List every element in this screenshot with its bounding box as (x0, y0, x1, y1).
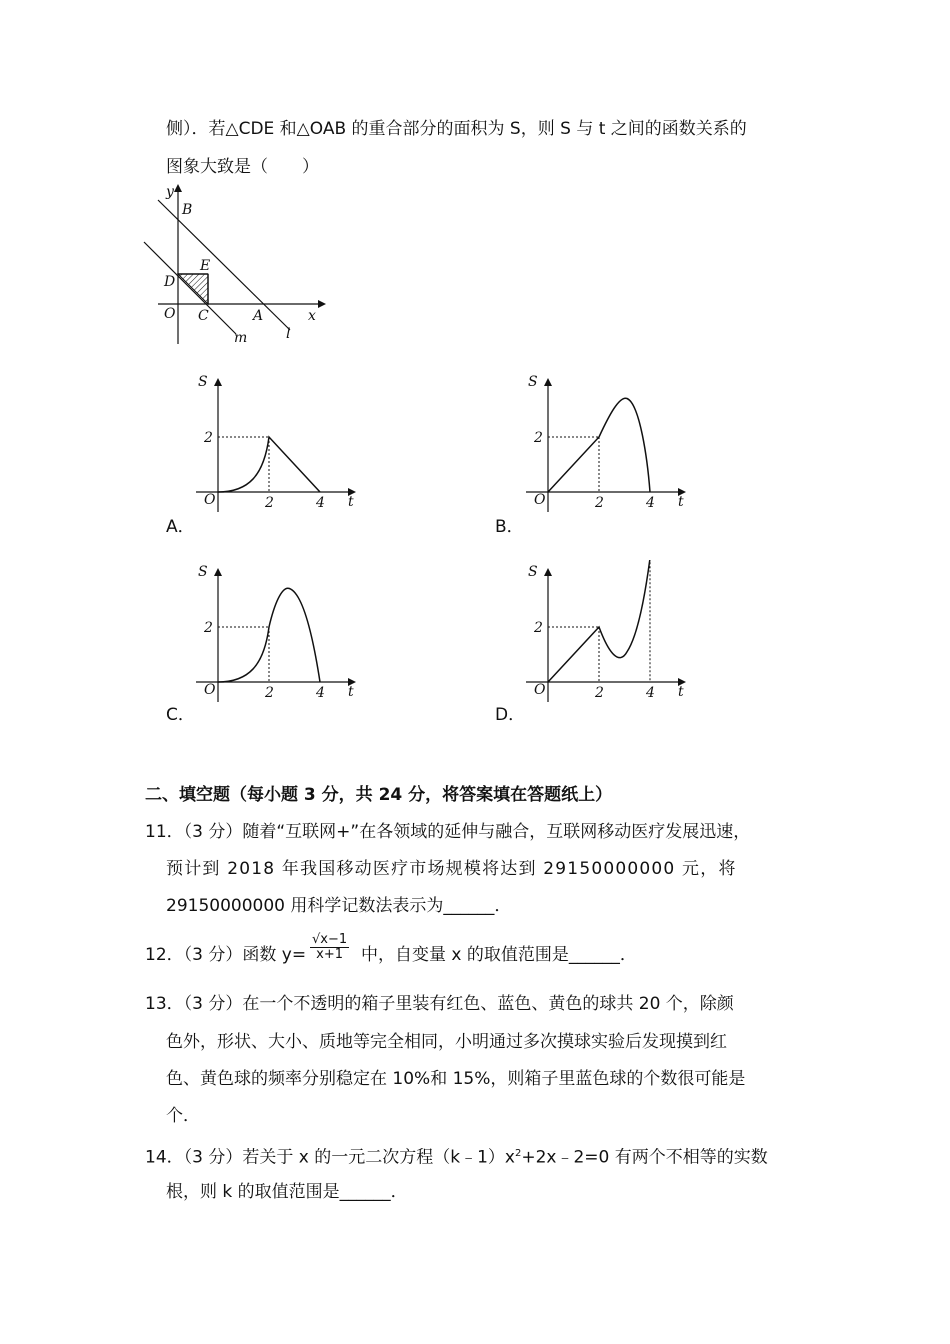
question-text-line: 图象大致是（ ） (166, 157, 319, 177)
label-origin: O (534, 492, 546, 508)
label-t: t (348, 684, 354, 700)
fraction-denominator: x+1 (316, 947, 343, 962)
option-label-b: B． (495, 517, 524, 537)
q12-fraction (310, 933, 349, 962)
label-x: x (308, 308, 316, 324)
label-s: S (528, 374, 538, 390)
label-D: D (164, 274, 176, 290)
label-2-t: 2 (265, 495, 274, 511)
s-axis-arrow (544, 568, 552, 576)
label-origin: O (534, 682, 546, 698)
label-4-t: 4 (316, 685, 325, 701)
q11-line: 11．（3 分）随着“互联网+”在各领域的延伸与融合，互联网移动医疗发展迅速， (145, 822, 751, 842)
label-O: O (164, 306, 176, 322)
label-4-t: 4 (316, 495, 325, 511)
q13-line: 色外，形状、大小、质地等完全相同，小明通过多次摸球实验后发现摸到红 (166, 1032, 727, 1052)
label-2-t: 2 (595, 495, 604, 511)
label-s: S (198, 564, 208, 580)
label-C: C (198, 308, 209, 324)
label-t: t (678, 494, 684, 510)
fraction-numerator: √x−1 (312, 932, 348, 947)
q12-suffix: 中，自变量 x 的取值范围是______． (361, 945, 637, 965)
q11-line: 29150000000 用科学记数法表示为______． (166, 896, 512, 916)
label-2-s: 2 (204, 430, 213, 446)
label-4-t: 4 (646, 685, 655, 701)
option-graph-c (190, 560, 370, 710)
label-2-s: 2 (534, 430, 543, 446)
option-label-a: A． (166, 517, 195, 537)
q14-line: 根，则 k 的取值范围是______． (166, 1182, 408, 1202)
label-B: B (182, 202, 193, 218)
label-y: y (166, 184, 174, 200)
section-heading: 二、填空题（每小题 3 分，共 24 分，将答案填在答题纸上） (145, 785, 613, 805)
option-graph-b (520, 370, 700, 520)
label-l: l (286, 326, 291, 342)
q14-line: 14．（3 分）若关于 x 的一元二次方程$(k﹣1)x^2+2x﹣2=0$ 有两个不相等的实数 (145, 1147, 768, 1168)
label-m: m (234, 330, 248, 346)
s-axis-arrow (214, 378, 222, 386)
label-2-t: 2 (265, 685, 274, 701)
option-label-d: D． (495, 705, 526, 725)
q13-line: 色、黄色球的频率分别稳定在 10%和 15%，则箱子里蓝色球的个数很可能是 (166, 1069, 746, 1089)
q13-line: 个． (166, 1106, 200, 1126)
q11-line: 预计到 2018 年我国移动医疗市场规模将达到 29150000000 元，将 (166, 859, 737, 879)
label-E: E (200, 258, 211, 274)
q12-prefix: 12．（3 分）函数 y= (145, 945, 307, 965)
shaded-triangle (178, 274, 208, 304)
label-s: S (528, 564, 538, 580)
option-label-c: C． (166, 705, 195, 725)
label-2-s: 2 (534, 620, 543, 636)
option-graph-d (520, 560, 700, 710)
exponent: 2 (514, 1148, 522, 1159)
s-axis-arrow (544, 378, 552, 386)
label-A: A (253, 308, 264, 324)
question-text-line: 侧）．若△CDE 和△OAB 的重合部分的面积为 S，则 S 与 t 之间的函数关系的 (166, 119, 747, 139)
coordinate-figure (140, 180, 340, 350)
label-s: S (198, 374, 208, 390)
label-t: t (348, 494, 354, 510)
label-origin: O (204, 682, 216, 698)
q13-line: 13．（3 分）在一个不透明的箱子里装有红色、蓝色、黄色的球共 20 个，除颜 (145, 994, 734, 1014)
s-axis-arrow (214, 568, 222, 576)
label-t: t (678, 684, 684, 700)
line-m (144, 242, 236, 334)
label-4-t: 4 (646, 495, 655, 511)
label-origin: O (204, 492, 216, 508)
option-graph-a (190, 370, 370, 520)
label-2-s: 2 (204, 620, 213, 636)
label-2-t: 2 (595, 685, 604, 701)
